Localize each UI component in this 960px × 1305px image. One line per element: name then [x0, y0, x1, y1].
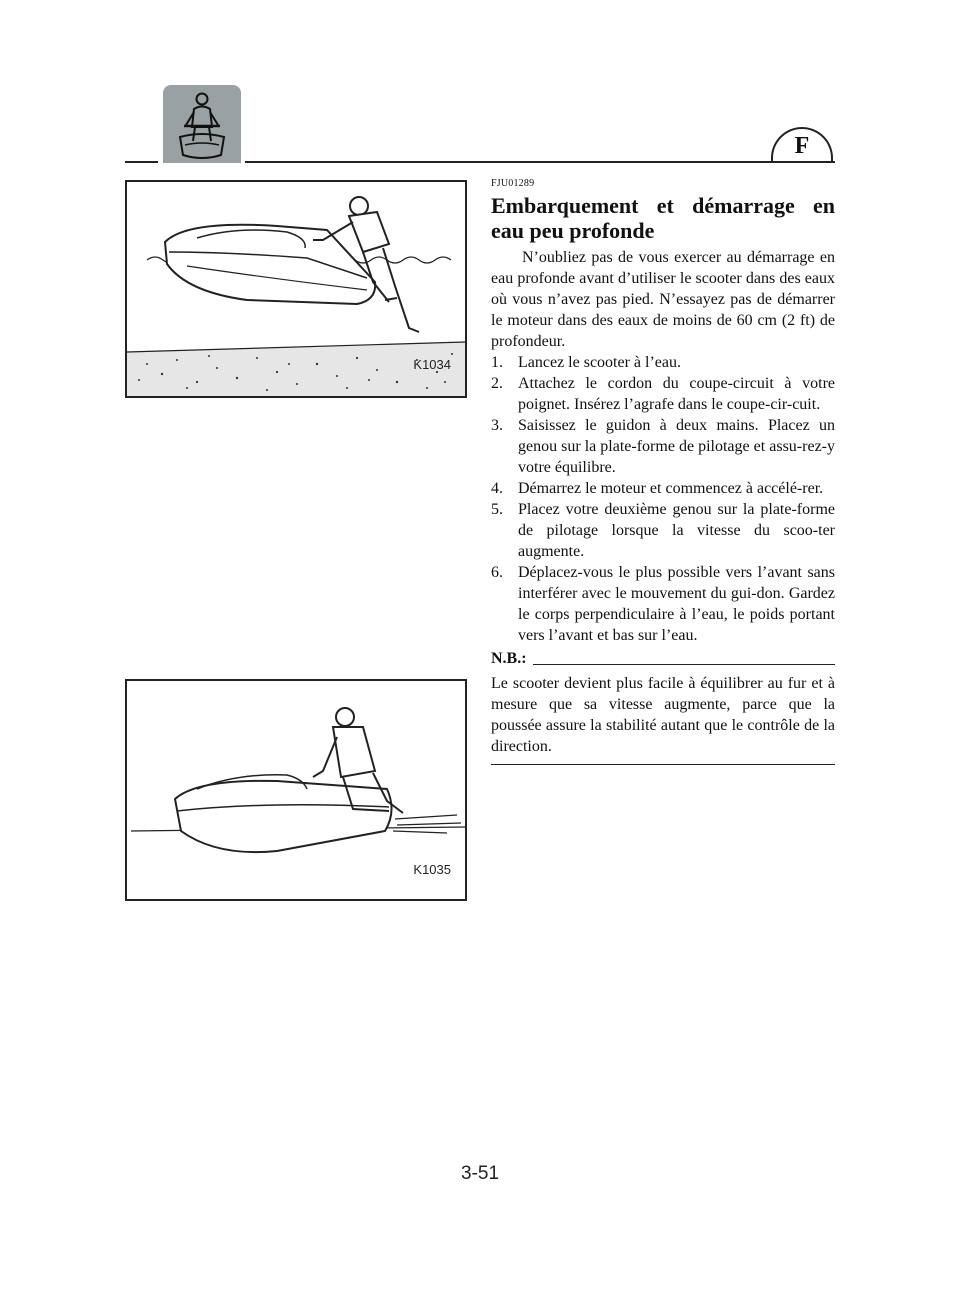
note-text: Le scooter devient plus facile à équilibrer au fur et à mesure que sa vitesse augmente, parce que la poussée assure la stabilité autant que le contrôle de la direction.	[491, 673, 835, 765]
page-number: 3-51	[460, 1163, 500, 1184]
list-item: 6. Déplacez-vous le plus possible vers l’avant sans interférer avec le mouvement du gui-don. Gardez le corps perpendiculaire à l’eau, le poids portant vers l’avant et bas sur l’eau.	[491, 564, 835, 644]
figure-kneeling-on-craft	[125, 679, 467, 901]
header-rule-left	[125, 161, 158, 163]
note-label: N.B.:	[491, 650, 527, 667]
figure-boarding-shallow-water	[125, 180, 467, 398]
note-header	[491, 649, 835, 669]
header-rule-right	[245, 161, 835, 163]
list-item: 5. Placez votre deuxième genou sur la plate-forme de pilotage lorsque la vitesse du scoo-ter augmente.	[491, 501, 835, 560]
language-badge: F	[771, 127, 833, 161]
intro-paragraph: N’oubliez pas de vous exercer au démarrage en eau profonde avant d’utiliser le scooter dans des eaux où vous n’avez pas pied. N’essayez pas de démarrer le moteur dans des eaux de moins de 60 cm (2 ft) de profondeur.	[491, 249, 835, 350]
section-code: FJU01289	[491, 178, 535, 189]
text-column	[491, 178, 835, 765]
list-item: 4. Démarrez le moteur et commencez à accélé-rer.	[491, 480, 824, 497]
figure-label: K1035	[413, 862, 451, 877]
note-rule	[533, 664, 835, 665]
watercraft-rider-icon	[163, 85, 241, 163]
steps-list	[491, 352, 835, 646]
figure-label: K1034	[413, 357, 451, 372]
list-item: 1. Lancez le scooter à l’eau.	[491, 354, 682, 371]
section-title: Embarquement et démarrage en eau peu profonde	[491, 193, 835, 243]
list-item: 3. Saisissez le guidon à deux mains. Placez un genou sur la plate-forme de pilotage et assu-rez-y votre équilibre.	[491, 417, 835, 476]
list-item: 2. Attachez le cordon du coupe-circuit à votre poignet. Insérez l’agrafe dans le coupe-cir-cuit.	[491, 375, 835, 413]
